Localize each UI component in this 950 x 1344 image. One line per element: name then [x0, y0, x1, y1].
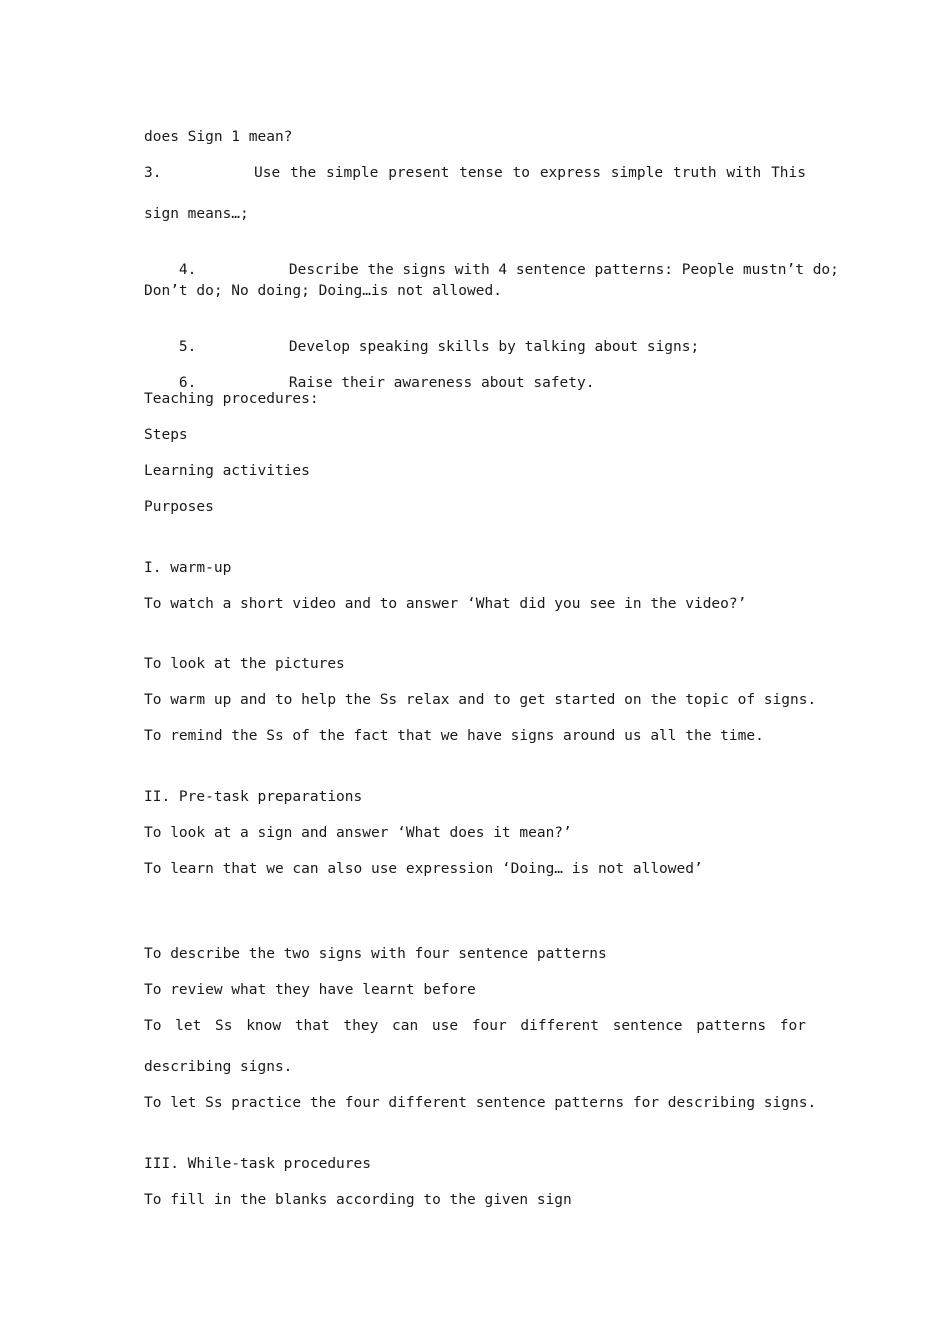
word: Ss: [215, 1018, 233, 1034]
text-line: Don’t do; No doing; Doing…is not allowed.: [144, 283, 502, 299]
word: to: [512, 165, 531, 181]
word: they: [343, 1018, 379, 1034]
word: To: [144, 1018, 162, 1034]
item-number: 5.: [178, 339, 197, 355]
word: tense: [459, 165, 503, 181]
section-heading: Teaching procedures:: [144, 391, 319, 407]
word: for: [779, 1018, 806, 1034]
step-heading: I. warm-up: [144, 560, 232, 576]
column-label-purposes: Purposes: [144, 499, 214, 515]
word: use: [431, 1018, 459, 1034]
activity-text: To look at a sign and answer ‘What does it mean?’: [144, 825, 572, 841]
step-heading: II. Pre-task preparations: [144, 789, 363, 805]
word: with: [726, 165, 762, 181]
word: let: [175, 1018, 202, 1034]
purpose-text: describing signs.: [144, 1059, 293, 1075]
step-heading: III. While-task procedures: [144, 1156, 371, 1172]
word: sentence: [612, 1018, 683, 1034]
word: that: [294, 1018, 330, 1034]
word: can: [392, 1018, 419, 1034]
word: simple: [610, 165, 664, 181]
word: simple: [326, 165, 379, 181]
text-line: sign means…;: [144, 206, 249, 222]
purpose-text: To review what they have learnt before: [144, 982, 476, 998]
text-line: does Sign 1 mean?: [144, 129, 293, 145]
word: present: [388, 165, 450, 181]
item-text: Develop speaking skills by talking about signs;: [288, 339, 700, 355]
item-text: [254, 163, 806, 183]
purpose-text: To warm up and to help the Ss relax and to get started on the topic of signs.: [144, 692, 817, 708]
item-text: Describe the signs with 4 sentence patterns: People mustn’t do;: [288, 262, 839, 278]
word: the: [290, 165, 317, 181]
purpose-text: To let Ss practice the four different sentence patterns for describing signs.: [144, 1095, 817, 1111]
activity-text: To learn that we can also use expression ‘Doing… is not allowed’: [144, 861, 703, 877]
word: four: [471, 1018, 507, 1034]
purpose-text: To remind the Ss of the fact that we have signs around us all the time.: [144, 728, 764, 744]
column-label-steps: Steps: [144, 427, 188, 443]
word: know: [246, 1018, 282, 1034]
item-number: 3.: [144, 165, 162, 181]
item-text: Raise their awareness about safety.: [288, 375, 595, 391]
word: truth: [672, 165, 717, 181]
word: patterns: [696, 1018, 767, 1034]
item-number: 4.: [178, 262, 197, 278]
activity-text: To watch a short video and to answer ‘What did you see in the video?’: [144, 596, 747, 612]
word: express: [539, 165, 601, 181]
column-label-activities: Learning activities: [144, 463, 310, 479]
word: This: [771, 165, 806, 181]
item-number: 6.: [178, 375, 197, 391]
purpose-text-justified: [144, 1016, 806, 1036]
activity-text: To fill in the blanks according to the given sign: [144, 1192, 572, 1208]
numbered-item-3: [144, 163, 806, 183]
activity-text: To look at the pictures: [144, 656, 345, 672]
word: different: [520, 1018, 599, 1034]
activity-text: To describe the two signs with four sentence patterns: [144, 946, 607, 962]
word: Use: [254, 165, 281, 181]
